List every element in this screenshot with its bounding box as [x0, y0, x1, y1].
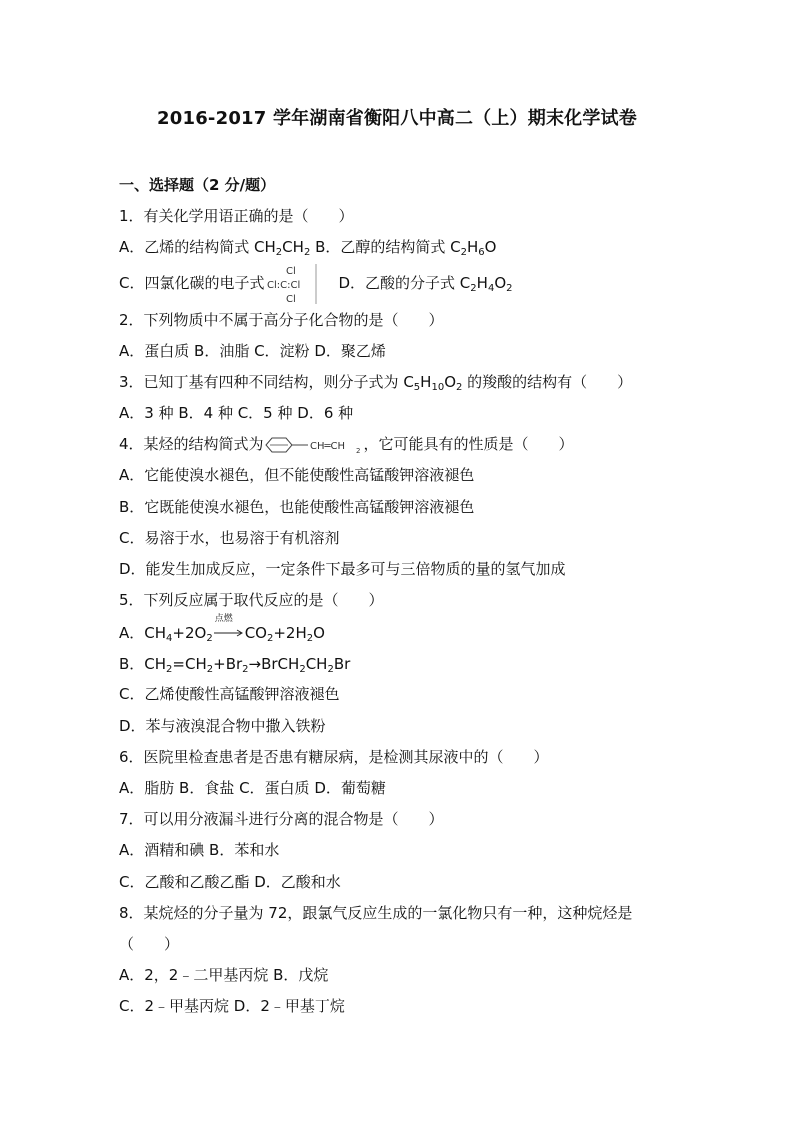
q5b-s4: 2: [299, 664, 306, 675]
question-5-option-d: D．苯与液溴混合物中撒入铁粉: [119, 717, 326, 735]
question-5-stem: 5．下列反应属于取代反应的是（ ）: [119, 591, 384, 609]
question-2-options: A．蛋白质 B．油脂 C．淀粉 D．聚乙烯: [119, 342, 386, 360]
q1-a-mid: CH: [282, 238, 304, 256]
question-6-stem: 6．医院里检查患者是否患有糖尿病，是检测其尿液中的（ ）: [119, 748, 549, 766]
q5a-s3: 2: [266, 633, 274, 644]
q1-option-c-text: C．四氯化碳的电子式: [119, 274, 265, 292]
q3-mid1: H: [420, 373, 432, 391]
question-8-options-ab: A．2，2﹣二甲基丙烷 B．戊烷: [119, 966, 329, 984]
q1-d-sub2: 4: [487, 283, 495, 294]
q5a-p3: CO: [244, 624, 267, 642]
question-8-stem-continued: （ ）: [119, 935, 180, 953]
question-3-stem: [119, 372, 632, 398]
q1-b-sub1: 2: [460, 247, 467, 258]
q4-stem-pre: 4．某烃的结构简式为: [119, 435, 264, 453]
arrow-icon: [213, 628, 245, 638]
q5b-p3: +Br: [213, 655, 243, 673]
question-4-option-a: A．它能使溴水褪色，但不能使酸性高锰酸钾溶液褪色: [119, 466, 475, 484]
q3-stem-pre: 3．已知丁基有四种不同结构，则分子式为 C: [119, 373, 414, 391]
q3-sub3: 2: [456, 382, 463, 393]
lewis-middle-row: Cl:C:Cl: [267, 279, 301, 291]
q4-stem-end: ，它可能具有的性质是（ ）: [363, 435, 574, 453]
q3-stem-end: 的羧酸的结构有（ ）: [462, 373, 633, 391]
question-6-options: A．脂肪 B．食盐 C．蛋白质 D．葡萄糖: [119, 779, 386, 797]
q5b-s5: 2: [327, 664, 334, 675]
question-7-options-ab: A．酒精和碘 B．苯和水: [119, 841, 280, 859]
question-8-options-cd: C．2﹣甲基丙烷 D．2﹣甲基丁烷: [119, 997, 345, 1015]
question-1-stem: 1．有关化学用语正确的是（ ）: [119, 207, 354, 225]
q5a-p2: +2O: [172, 624, 207, 642]
q3-mid2: O: [444, 373, 456, 391]
q5b-s2: 2: [206, 664, 214, 675]
q1-d-mid2: O: [494, 274, 507, 292]
q5a-s2: 2: [206, 633, 213, 644]
q1-d-sub3: 2: [506, 283, 513, 294]
q5b-s1: 2: [166, 664, 173, 675]
lewis-top-cl: Cl: [286, 265, 297, 277]
question-1-options-ab: [119, 237, 496, 263]
question-7-options-cd: C．乙酸和乙酸乙酯 D．乙酸和水: [119, 873, 341, 891]
question-4-option-d: D．能发生加成反应，一定条件下最多可与三倍物质的量的氢气加成: [119, 560, 566, 578]
q1-d-mid1: H: [476, 274, 488, 292]
question-5-option-a: [119, 614, 325, 649]
q5a-s1: 4: [166, 633, 173, 644]
q5a-p5: O: [313, 624, 325, 642]
question-4-stem: [119, 434, 574, 455]
reaction-arrow: [213, 614, 245, 640]
ccl4-lewis-structure: [264, 264, 320, 304]
section-heading: 一、选择题（2 分/题）: [119, 176, 276, 194]
question-8-stem: 8．某烷烃的分子量为 72，跟氯气反应生成的一氯化物只有一种，这种烷烃是: [119, 904, 633, 922]
q5b-p4: →BrCH: [248, 655, 300, 673]
q1-b-end: O: [484, 238, 497, 256]
question-2-stem: 2．下列物质中不属于高分子化合物的是（ ）: [119, 311, 444, 329]
q1-option-a-text: A．乙烯的结构简式 CH: [119, 238, 276, 256]
question-4-option-b: B．它既能使溴水褪色，也能使酸性高锰酸钾溶液褪色: [119, 498, 475, 516]
q5a-p1: A．CH: [119, 624, 167, 642]
question-4-option-c: C．易溶于水，也易溶于有机溶剂: [119, 529, 340, 547]
q5b-s3: 2: [242, 664, 249, 675]
styrene-label-sub: 2: [355, 446, 361, 455]
q1-option-b-text: B．乙醇的结构简式 C: [310, 238, 461, 256]
q5a-p4: +2H: [273, 624, 307, 642]
page-title: 2016-2017 学年湖南省衡阳八中高二（上）期末化学试卷: [157, 108, 637, 129]
question-3-options: A．3 种 B．4 种 C．5 种 D．6 种: [119, 404, 354, 422]
q1-a-sub2: 2: [303, 247, 311, 258]
q5b-p6: Br: [333, 655, 351, 673]
q3-sub2: 10: [431, 382, 445, 393]
q1-option-d-text: D．乙酸的分子式 C: [338, 274, 471, 292]
question-5-option-c: C．乙烯使酸性高锰酸钾溶液褪色: [119, 685, 340, 703]
styrene-label: CH═CH: [309, 440, 345, 452]
styrene-structure-diagram: [264, 435, 364, 455]
q1-b-sub2: 6: [478, 247, 485, 258]
q5a-s4: 2: [306, 633, 314, 644]
q5b-p2: =CH: [172, 655, 207, 673]
q5b-p1: B．CH: [119, 655, 167, 673]
lewis-bottom-cl: Cl: [286, 293, 297, 304]
reaction-condition: 点燃: [214, 614, 233, 624]
q3-sub1: 5: [413, 382, 421, 393]
q1-d-sub1: 2: [470, 283, 477, 294]
q1-b-mid: H: [467, 238, 479, 256]
question-5-option-b: [119, 654, 350, 680]
q5b-p5: CH: [305, 655, 328, 673]
question-7-stem: 7．可以用分液漏斗进行分离的混合物是（ ）: [119, 810, 444, 828]
q1-a-sub1: 2: [275, 247, 283, 258]
question-1-options-cd: [119, 263, 513, 303]
